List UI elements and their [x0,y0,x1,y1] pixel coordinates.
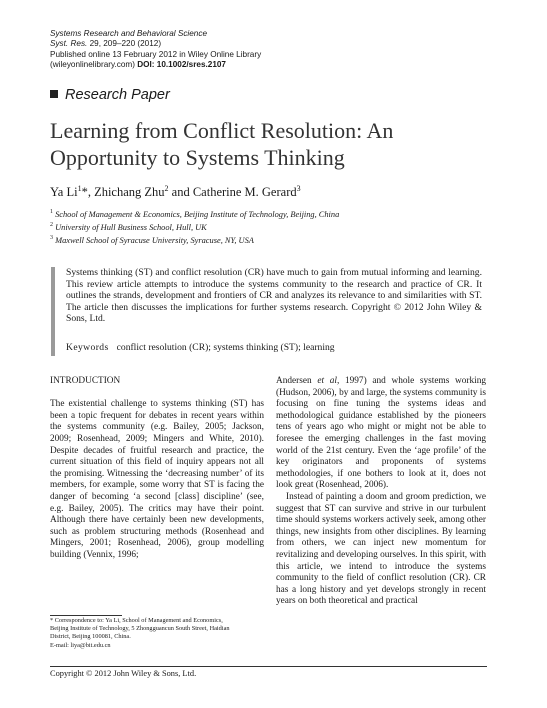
body-column-right [276,376,486,608]
affiliation-2-text: University of Hull Business School, Hull, UK [53,222,207,232]
footnote-line-1: * Correspondence to: Ya Li, School of Management and Economics, [50,617,223,624]
affiliation-1-text: School of Management & Economics, Beijing Institute of Technology, Beijing, China [53,209,340,219]
affiliation-2 [50,220,339,233]
volume-prefix: Syst. Res. [50,39,88,49]
author-3-affil: 3 [296,184,301,193]
author-2-affil: 2 [164,184,169,193]
title-line-2: Opportunity to Systems Thinking [50,145,345,170]
doi-line [50,60,490,70]
author-1-affil: 1 [77,184,82,193]
footnote-email[interactable]: E-mail: liya@bit.edu.cn [50,641,111,649]
intro-heading: INTRODUCTION [50,376,121,386]
affiliation-3-text: Maxwell School of Syracuse University, Syracuse, NY, USA [53,235,254,245]
doi-prefix: (wileyonlinelibrary.com) [50,60,138,70]
section-label [50,87,170,103]
para-text-a: Andersen [276,376,318,386]
intro-paragraph-1-cont [276,376,486,492]
doi-link[interactable]: DOI: 10.1002/sres.2107 [137,60,226,70]
author-1: Ya Li [50,185,78,200]
author-3: and Catherine M. Gerard [168,185,297,200]
published-line: Published online 13 February 2012 in Wiley Online Library [50,49,262,59]
para-text-b: , 1997) and whole systems working (Hudson, 2006), by and large, the systems community is focusing on fine tuning the systems ideas and methodological guidance established by the pioneers tens of years ago who might or might not be able to foresee the emerging challenges in the fast moving world of the 21st century. Even the ‘age profile’ of the key originators and proponents of systems methodologies, if one bothers to look at it, does not look great (Rosenhead, 2006). [276,376,487,491]
affiliation-3-num: 3 [50,235,53,242]
author-list [50,184,301,200]
abstract-text: Systems thinking (ST) and conflict resolution (CR) have much to gain from mutual informing and learning. This review article attempts to introduce the systems community to the research and practice of CR. It outlines the strands, development and frontiers of CR and analyzes its relevance to and similarities with ST. The article then discusses the implications for further systems research. Copyright © 2012 John Wiley & Sons, Ltd. [66,267,482,325]
intro-paragraph-1: The existential challenge to systems thinking (ST) has been a topic frequent for debates in recent years within the systems community (e.g. Bailey, 2005; Jackson, 2009; Rosenhead, 2009; Mingers and White, 2010). Despite decades of fruitful research and practice, the current situation of this field of inquiry appears not all the promising. Witnessing the ‘decreasing number’ of its members, for example, some worry that ST is facing the danger of becoming ‘a second [class] discipline’ (see, e.g. Bailey, 2005). The critics may have their point. Although there have certainly been new developments, such as problem structuring methods (Rosenhead and Mingers, 2001; Rosenhead, 2006), group modelling building (Vennix, 1996; [50,399,264,560]
bottom-rule [50,666,487,667]
journal-volume [50,39,490,49]
affiliation-1-num: 1 [50,209,53,215]
author-2: , Zhichang Zhu [87,185,165,200]
volume-text: 29, 209–220 (2012) [87,39,162,49]
affiliation-2-num: 2 [50,222,53,229]
et-al: et al [317,376,337,386]
journal-header [50,29,490,71]
article-title [50,117,510,171]
abstract-bar [51,267,55,356]
affiliation-3 [50,233,339,246]
title-line-1: Learning from Conflict Resolution: An [50,118,394,143]
footnote-rule [50,615,122,616]
section-label-text: Research Paper [65,87,170,103]
abstract [66,267,482,325]
keywords-text: conflict resolution (CR); systems thinking (ST); learning [116,342,335,353]
correspondence-footnote [50,617,264,650]
journal-name: Systems Research and Behavioral Science [50,29,208,38]
footnote-line-2: Beijing Institute of Technology, 5 Zhongguancun South Street, Haidian [50,625,230,633]
page-copyright: Copyright © 2012 John Wiley & Sons, Ltd. [50,669,197,678]
affiliations [50,207,339,246]
keywords-label: Keywords [66,342,109,353]
intro-paragraph-2: Instead of painting a doom and groom prediction, we suggest that ST can survive and strive in our turbulent time should systems workers actively seek, among other things, new insights from other disciplines. By learning from others, we can inject new momentum for revitalizing and developing ourselves. In this spirit, with this article, we intend to introduce the systems community to the field of conflict resolution (CR). CR has a long history and yet develops strongly in recent years on both theoretical and practical [276,491,486,607]
footnote-line-3: District, Beijing 100081, China. [50,633,131,641]
square-bullet-icon [50,90,58,98]
corresponding-mark: * [81,185,88,200]
keywords [66,342,335,353]
affiliation-1 [50,207,339,220]
body-column-left [50,376,264,562]
